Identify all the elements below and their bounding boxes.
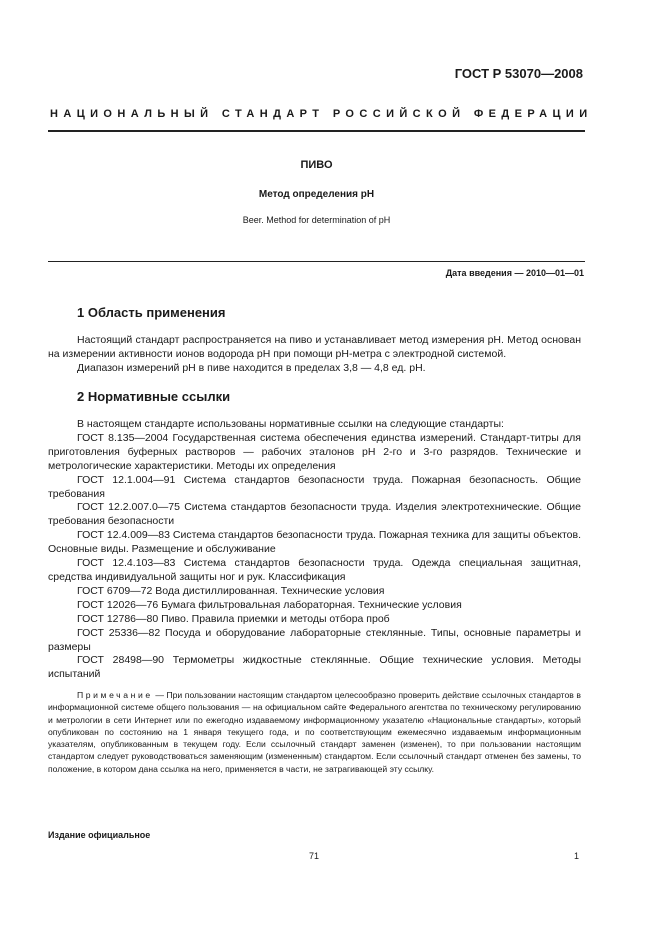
section-heading-scope: 1 Область применения <box>77 305 226 320</box>
page-number-center: 71 <box>309 851 320 861</box>
note <box>48 689 581 775</box>
edition-label: Издание официальное <box>48 830 151 840</box>
section-scope-body <box>48 334 581 376</box>
document-number: ГОСТ Р 53070—2008 <box>454 66 583 81</box>
document-subtitle: Метод определения рН <box>258 189 375 200</box>
page-number-right: 1 <box>573 851 579 861</box>
reference-item: ГОСТ 12026—76 Бумага фильтровальная лабораторная. Технические условия <box>77 598 462 611</box>
paragraph: Настоящий стандарт распространяется на пиво и устанавливает метод измерения рН. Метод основан на измерении активности ионов водорода рН при помощи рН-метра с электродной системой. <box>48 334 581 360</box>
reference-item: ГОСТ 12.4.009—83 Система стандартов безопасности труда. Пожарная техника для защиты объектов. Основные виды. Размещение и обслуживание <box>48 529 581 556</box>
reference-item: ГОСТ 12786—80 Пиво. Правила приемки и методы отбора проб <box>77 612 390 625</box>
document-subtitle-english: Beer. Method for determination of pH <box>242 215 391 225</box>
reference-item: ГОСТ 12.4.103—83 Система стандартов безопасности труда. Одежда специальная защитная, средства индивидуальной защиты ног и рук. Классификация <box>48 557 581 583</box>
section-references-body <box>48 418 581 682</box>
title-divider <box>48 261 585 262</box>
reference-item: ГОСТ 12.1.004—91 Система стандартов безопасности труда. Пожарная безопасность. Общие требования <box>48 473 581 500</box>
reference-item: ГОСТ 8.135—2004 Государственная система обеспечения единства измерений. Стандарт-титры для приготовления буферных растворов — рабочих эталонов рН 2-го и 3-го разрядов. Технические и метрологические характеристики. Методы их определения <box>48 431 581 472</box>
reference-item: ГОСТ 28498—90 Термометры жидкостные стеклянные. Общие технические условия. Методы испытаний <box>48 654 581 681</box>
introduction-date: Дата введения — 2010—01—01 <box>445 268 584 278</box>
reference-item: ГОСТ 6709—72 Вода дистиллированная. Технические условия <box>77 584 385 597</box>
reference-item: ГОСТ 25336—82 Посуда и оборудование лабораторные стеклянные. Типы, основные параметры и размеры <box>48 626 581 653</box>
paragraph: В настоящем стандарте использованы нормативные ссылки на следующие стандарты: <box>77 418 504 430</box>
paragraph: Диапазон измерений рН в пиве находится в пределах 3,8 — 4,8 ед. рН. <box>77 361 426 374</box>
note-label: Примечание <box>77 690 153 700</box>
top-divider <box>48 130 585 132</box>
note-text: — При пользовании настоящим стандартом целесообразно проверить действие ссылочных стандартов в информационной системе общего пользования — на официальном сайте Федерального агентства по техническому регулированию и метрологии в сети Интернет или по ежегодно издаваемому информационному указателю «Национальные стандарты», который опубликован по состоянию на 1 января текущего года, и по соответствующим ежемесячно издаваемым информационным указателям, опубликованным в текущем году. Если ссылочный стандарт заменен (изменен), то при пользовании настоящим стандартом следует руководствоваться заменяющим (измененным) стандартом. Если ссылочный стандарт отменен без замены, то положение, в котором дана ссылка на него, применяется в части, не затрагивающей эту ссылку. <box>48 690 581 774</box>
reference-item: ГОСТ 12.2.007.0—75 Система стандартов безопасности труда. Изделия электротехнические. Общие требования безопасности <box>48 501 581 528</box>
standard-banner: НАЦИОНАЛЬНЫЙ СТАНДАРТ РОССИЙСКОЙ ФЕДЕРАЦИИ <box>50 108 593 120</box>
document-title: ПИВО <box>300 159 333 171</box>
section-heading-references: 2 Нормативные ссылки <box>77 389 231 404</box>
